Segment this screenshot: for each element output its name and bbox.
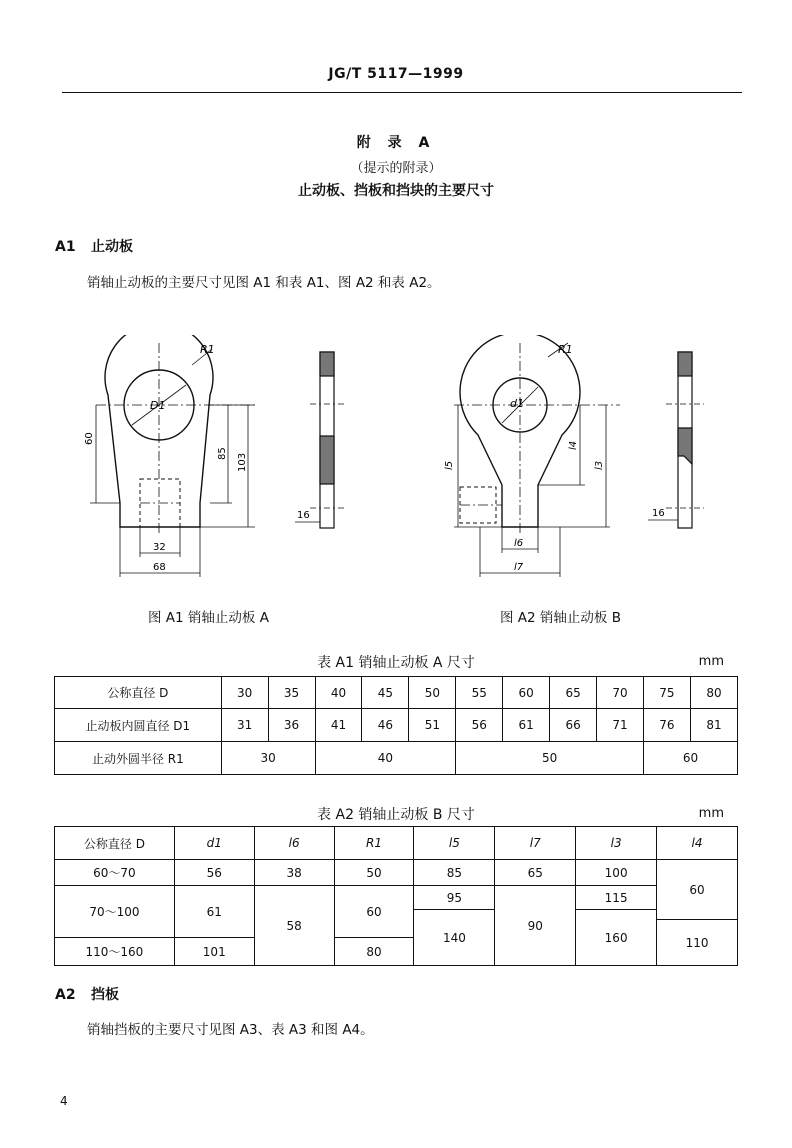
table-row: [55, 677, 738, 709]
table-cell: 115: [576, 886, 657, 910]
figure-a1-side-view: [285, 340, 355, 540]
table-cell: 30: [221, 677, 268, 709]
table-row: [55, 742, 738, 775]
table-cell: 55: [456, 677, 503, 709]
table-cell: 81: [690, 709, 737, 742]
label-dim32: 32: [153, 542, 166, 553]
label-l3: l3: [594, 460, 605, 470]
table-cell: 60: [334, 886, 414, 938]
table-a1: [54, 676, 738, 775]
section-a2-number: A2: [55, 987, 76, 1003]
table-cell: 50: [456, 742, 644, 775]
label-b-d1: d1: [510, 397, 524, 410]
table-cell: 90: [495, 886, 576, 966]
table-header-cell: l5: [414, 827, 495, 860]
table-cell: 30: [221, 742, 315, 775]
table-cell: 50: [334, 860, 414, 886]
page-number: 4: [60, 1094, 68, 1108]
section-a2-title: 挡板: [91, 987, 119, 1003]
label-dim60: 60: [84, 432, 95, 445]
table-row: [55, 860, 738, 886]
table-cell: 76: [643, 709, 690, 742]
section-a1-title: 止动板: [91, 239, 133, 255]
table-cell: 100: [576, 860, 657, 886]
label-dim103: 103: [237, 452, 248, 472]
table-row: [55, 709, 738, 742]
table-header-cell: R1: [334, 827, 414, 860]
table-cell: 65: [495, 860, 576, 886]
appendix-subtitle: （提示的附录）: [350, 161, 442, 176]
table-a2: [54, 826, 738, 966]
section-a1-heading: [55, 236, 133, 256]
table-row: [55, 886, 738, 910]
table-cell: 75: [643, 677, 690, 709]
label-dim85: 85: [217, 447, 228, 460]
table-cell: 101: [174, 938, 254, 966]
label-l7: l7: [514, 562, 524, 573]
table-cell: 61: [174, 886, 254, 938]
table-cell: 60: [643, 742, 737, 775]
label-dim68: 68: [153, 562, 166, 573]
label-r1: R1: [200, 343, 215, 356]
label-l4: l4: [568, 440, 579, 450]
table-cell: 65: [550, 677, 597, 709]
header-rule: [62, 92, 742, 93]
table-cell: 110: [657, 920, 738, 966]
appendix-title: 附 录 A: [356, 135, 436, 151]
table-cell: 80: [334, 938, 414, 966]
table-header-cell: 公称直径 D: [55, 827, 175, 860]
table-cell: 50: [409, 677, 456, 709]
table-cell: 70～100: [55, 886, 175, 938]
table-cell: 60: [503, 677, 550, 709]
label-l6: l6: [514, 538, 524, 549]
table-header-cell: l4: [657, 827, 738, 860]
table-a1-row2-label: 止动板内圆直径 D1: [55, 709, 222, 742]
table-cell: 140: [414, 910, 495, 966]
table-cell: 38: [254, 860, 334, 886]
table-cell: 35: [268, 677, 315, 709]
section-a2-text: 销轴挡板的主要尺寸见图 A3、表 A3 和图 A4。: [87, 1022, 374, 1038]
section-a1-text: 销轴止动板的主要尺寸见图 A1 和表 A1、图 A2 和表 A2。: [87, 275, 441, 291]
table-cell: 45: [362, 677, 409, 709]
section-a2-heading: [55, 984, 119, 1004]
table-a2-unit: mm: [698, 806, 724, 821]
table-header-cell: l6: [254, 827, 334, 860]
label-d1: D1: [150, 399, 166, 412]
table-cell: 60～70: [55, 860, 175, 886]
table-cell: 95: [414, 886, 495, 910]
table-cell: 46: [362, 709, 409, 742]
table-header-row: [55, 827, 738, 860]
table-cell: 40: [315, 677, 362, 709]
table-cell: 41: [315, 709, 362, 742]
document-header: JG/T 5117—1999: [328, 66, 464, 82]
figure-a2-drawing: [430, 335, 630, 585]
table-cell: 51: [409, 709, 456, 742]
table-cell: 71: [597, 709, 644, 742]
table-cell: 40: [315, 742, 456, 775]
label-l5: l5: [444, 460, 455, 470]
figure-a2-side-view: [630, 340, 710, 540]
table-header-cell: d1: [174, 827, 254, 860]
table-a1-row3-label: 止动外圆半径 R1: [55, 742, 222, 775]
table-cell: 85: [414, 860, 495, 886]
section-a1-number: A1: [55, 239, 76, 255]
label-a2-dim16: 16: [652, 508, 665, 519]
appendix-heading: 止动板、挡板和挡块的主要尺寸: [298, 183, 494, 199]
table-cell: 70: [597, 677, 644, 709]
table-cell: 58: [254, 886, 334, 966]
table-a1-unit: mm: [698, 654, 724, 669]
table-cell: 60: [657, 860, 738, 920]
label-a1-dim16: 16: [297, 510, 310, 521]
table-cell: 56: [456, 709, 503, 742]
table-cell: 80: [690, 677, 737, 709]
table-cell: 160: [576, 910, 657, 966]
table-header-cell: l7: [495, 827, 576, 860]
figure-a1-caption: 图 A1 销轴止动板 A: [148, 610, 269, 626]
figure-a2-caption: 图 A2 销轴止动板 B: [500, 610, 621, 626]
table-cell: 61: [503, 709, 550, 742]
table-cell: 66: [550, 709, 597, 742]
table-header-cell: l3: [576, 827, 657, 860]
label-b-r1: R1: [558, 343, 573, 356]
table-a1-caption: 表 A1 销轴止动板 A 尺寸: [317, 655, 475, 671]
table-cell: 36: [268, 709, 315, 742]
table-cell: 56: [174, 860, 254, 886]
table-cell: 31: [221, 709, 268, 742]
table-a1-row1-label: 公称直径 D: [55, 677, 222, 709]
table-a2-caption: 表 A2 销轴止动板 B 尺寸: [317, 807, 475, 823]
table-cell: 110～160: [55, 938, 175, 966]
